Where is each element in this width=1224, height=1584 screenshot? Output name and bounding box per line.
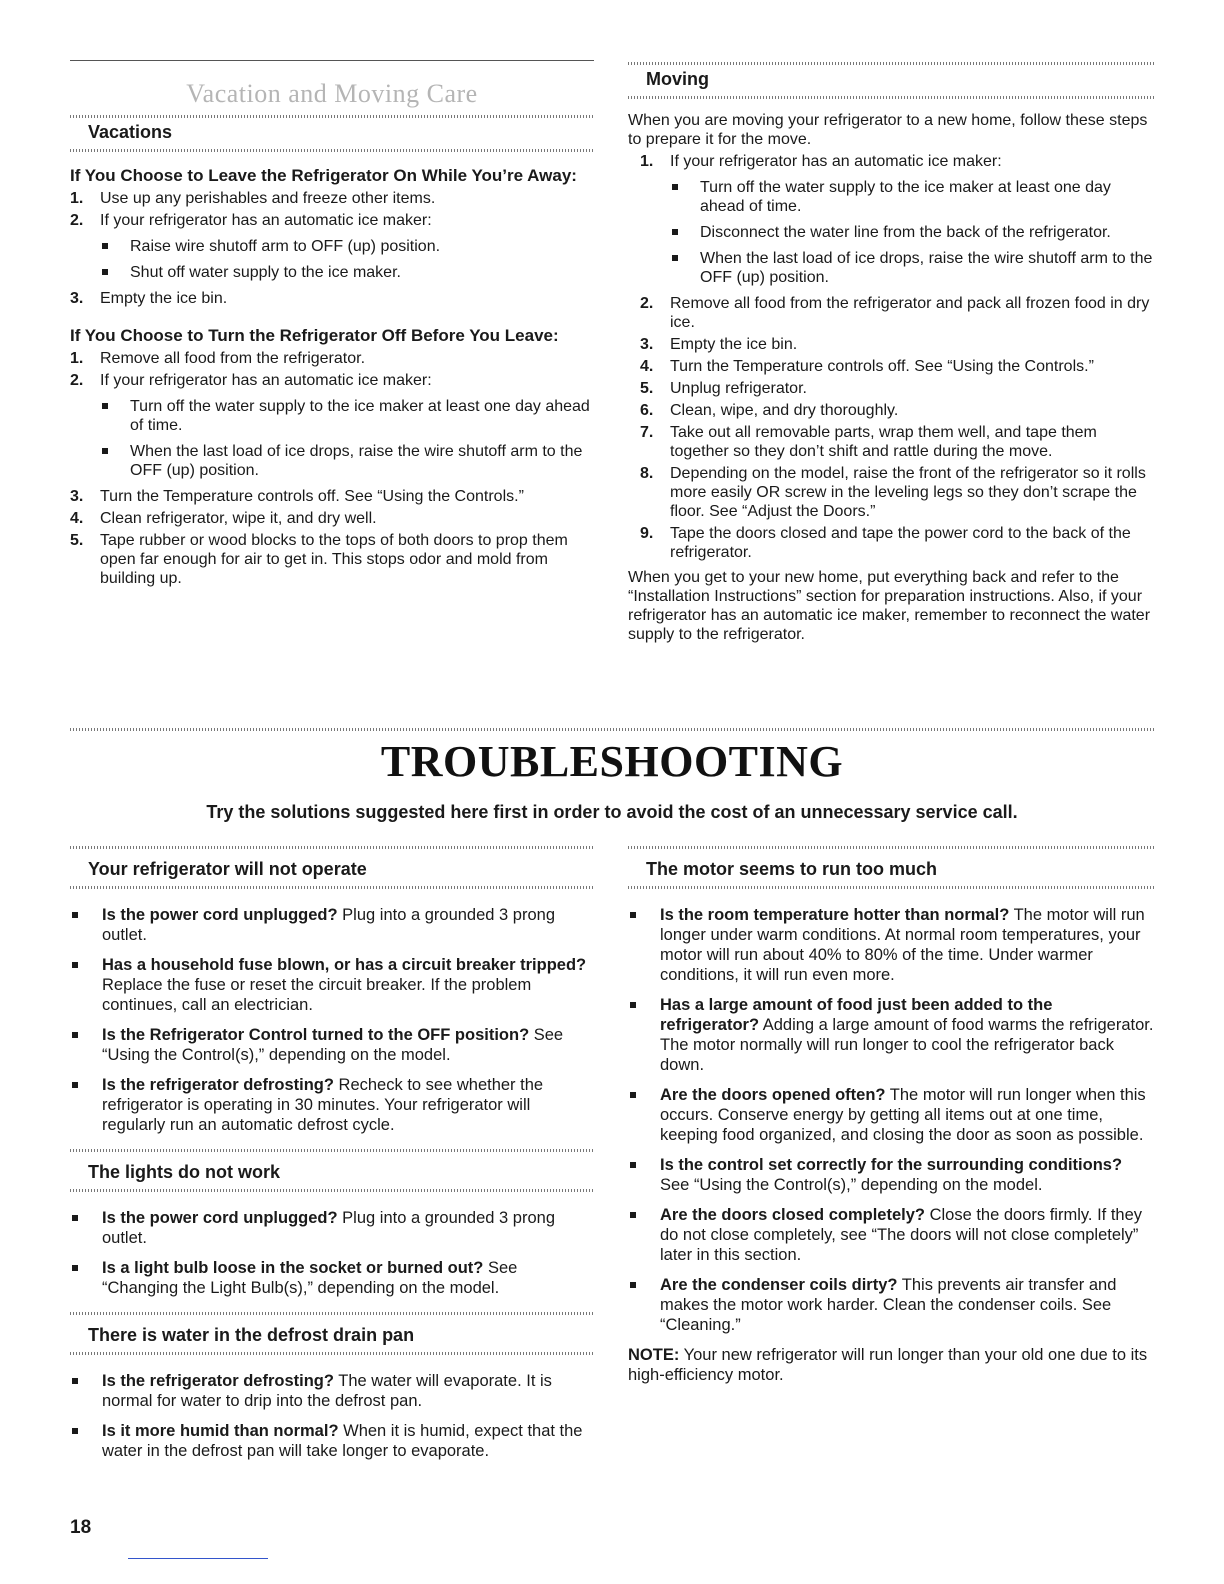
lights-heading: The lights do not work (88, 1162, 280, 1182)
bullet-text: Shut off water supply to the ice maker. (130, 264, 401, 281)
question: Is the refrigerator defrosting? (102, 1076, 334, 1094)
answer: See “Changing the Light Bulb(s),” depending on the model. (102, 1259, 518, 1297)
step-number: 6. (640, 402, 654, 419)
bullet-icon (102, 403, 108, 409)
motor-list (628, 905, 1154, 1335)
list-item (70, 487, 594, 506)
sub-bullets (100, 397, 594, 480)
step-text: Depending on the model, raise the front of the refrigerator so it rolls more easily OR screw in the leveling legs so they don’t scrape the floor. See “Adjust the Doors.” (670, 465, 1146, 520)
bullet-icon (72, 1032, 78, 1038)
bullet-text: Turn off the water supply to the ice maker at least one day ahead of time. (130, 398, 590, 434)
answer: Recheck to see whether the refrigerator is operating in 30 minutes. Your refrigerator will regularly run an automatic defrost cycle. (102, 1076, 544, 1134)
question: Is the control set correctly for the surrounding conditions? (660, 1156, 1123, 1174)
bullet-text: Raise wire shutoff arm to OFF (up) position. (130, 238, 441, 255)
turn-off-steps (70, 349, 594, 588)
question: Is the room temperature hotter than normal? (660, 906, 1010, 924)
question: Is the Refrigerator Control turned to the OFF position? (102, 1026, 530, 1044)
water-pan-list (70, 1371, 594, 1461)
sub-bullets (670, 178, 1154, 287)
bullet-icon (102, 243, 108, 249)
divider (70, 728, 1154, 731)
answer: See “Using the Control(s),” depending on the model. (660, 1176, 1043, 1194)
bullet-text: When the last load of ice drops, raise the wire shutoff arm to the OFF (up) position. (700, 250, 1153, 286)
leave-on-steps (70, 189, 594, 308)
list-item (70, 289, 594, 308)
step-number: 3. (640, 336, 654, 353)
step-number: 1. (70, 350, 84, 367)
bullet-icon (630, 1002, 636, 1008)
step-text: Tape the doors closed and tape the power cord to the back of the refrigerator. (670, 525, 1131, 561)
answer: Plug into a grounded 3 prong outlet. (102, 906, 556, 944)
list-item (70, 371, 594, 480)
list-item (70, 1075, 594, 1135)
vacations-heading: Vacations (88, 122, 173, 142)
list-item (640, 423, 1154, 461)
not-operate-heading: Your refrigerator will not operate (88, 859, 367, 879)
step-text: Remove all food from the refrigerator. (100, 350, 366, 367)
step-text: If your refrigerator has an automatic ice maker: (100, 372, 432, 389)
list-item (70, 509, 594, 528)
note-text: Your new refrigerator will run longer than your old one due to its high-efficiency motor. (628, 1346, 1148, 1384)
list-item (100, 263, 594, 282)
question: Has a household fuse blown, or has a circuit breaker tripped? (102, 956, 587, 974)
answer: Plug into a grounded 3 prong outlet. (102, 1209, 556, 1247)
not-operate-list (70, 905, 594, 1135)
step-number: 8. (640, 465, 654, 482)
step-text: Tape rubber or wood blocks to the tops of both doors to prop them open far enough for air to get in. This stops odor and mold from building up. (100, 532, 568, 587)
motor-heading: The motor seems to run too much (646, 859, 938, 879)
divider (70, 1189, 594, 1192)
bullet-text: When the last load of ice drops, raise the wire shutoff arm to the OFF (up) position. (130, 443, 583, 479)
bullet-icon (72, 1378, 78, 1384)
bullet-icon (102, 448, 108, 454)
lights-list (70, 1208, 594, 1298)
list-item (628, 1085, 1154, 1145)
step-number: 1. (640, 153, 654, 170)
step-number: 1. (70, 190, 84, 207)
step-text: Unplug refrigerator. (670, 380, 807, 397)
step-text: Remove all food from the refrigerator and pack all frozen food in dry ice. (670, 295, 1150, 331)
question: Is the refrigerator defrosting? (102, 1372, 334, 1390)
moving-heading: Moving (646, 69, 709, 89)
list-item (640, 335, 1154, 354)
step-text: Clean, wipe, and dry thoroughly. (670, 402, 899, 419)
water-pan-heading: There is water in the defrost drain pan (88, 1325, 415, 1345)
list-item (70, 1371, 594, 1411)
bullet-icon (72, 962, 78, 968)
bullet-text: Disconnect the water line from the back of the refrigerator. (700, 224, 1111, 241)
divider (628, 886, 1154, 889)
list-item (640, 152, 1154, 287)
step-number: 5. (70, 532, 84, 549)
divider (628, 96, 1154, 99)
leave-on-heading: If You Choose to Leave the Refrigerator On While You’re Away: (70, 166, 577, 185)
list-item (640, 524, 1154, 562)
answer: This prevents air transfer and makes the motor work harder. Clean the condenser coils. See “Cleaning.” (660, 1276, 1117, 1334)
answer: Adding a large amount of food warms the refrigerator. The motor normally will run longer to cool the refrigerator back down. (660, 1016, 1154, 1074)
step-text: Empty the ice bin. (100, 290, 228, 307)
moving-intro: When you are moving your refrigerator to a new home, follow these steps to prepare it for the move. (628, 112, 1148, 148)
list-item (640, 401, 1154, 420)
bullet-icon (72, 1428, 78, 1434)
step-text: Turn the Temperature controls off. See “Using the Controls.” (100, 488, 524, 505)
list-item (628, 1205, 1154, 1265)
note-label: NOTE: (628, 1346, 680, 1364)
divider (70, 886, 594, 889)
troubleshooting-subtitle: Try the solutions suggested here first in order to avoid the cost of an unnecessary service call. (206, 802, 1018, 822)
question: Is a light bulb loose in the socket or burned out? (102, 1259, 484, 1277)
sub-bullets (100, 237, 594, 282)
step-text: Empty the ice bin. (670, 336, 798, 353)
bullet-icon (630, 912, 636, 918)
list-item (70, 1258, 594, 1298)
question: Has a large amount of food just been added to the refrigerator? (660, 996, 1053, 1034)
answer: The motor will run longer when this occurs. Conserve energy by getting all items out at one time, keeping food organized, and closing the door as soon as possible. (660, 1086, 1146, 1144)
section-rule (70, 60, 594, 61)
bullet-icon (672, 255, 678, 261)
bullet-icon (72, 1265, 78, 1271)
question: Are the condenser coils dirty? (660, 1276, 898, 1294)
question: Is the power cord unplugged? (102, 906, 338, 924)
bullet-icon (630, 1092, 636, 1098)
step-number: 2. (70, 212, 84, 229)
step-text: Turn the Temperature controls off. See “Using the Controls.” (670, 358, 1094, 375)
question: Is the power cord unplugged? (102, 1209, 338, 1227)
list-item (70, 905, 594, 945)
bullet-icon (72, 1215, 78, 1221)
list-item (628, 1275, 1154, 1335)
list-item (628, 1155, 1154, 1195)
bullet-icon (672, 229, 678, 235)
step-text: If your refrigerator has an automatic ice maker: (100, 212, 432, 229)
list-item (70, 1025, 594, 1065)
step-number: 5. (640, 380, 654, 397)
list-item (670, 223, 1154, 242)
list-item (100, 442, 594, 480)
step-number: 7. (640, 424, 654, 441)
list-item (70, 349, 594, 368)
motor-note (628, 1345, 1154, 1385)
step-text: If your refrigerator has an automatic ice maker: (670, 153, 1002, 170)
step-number: 2. (640, 295, 654, 312)
bullet-icon (630, 1212, 636, 1218)
question: Is it more humid than normal? (102, 1422, 339, 1440)
troubleshooting-title: TROUBLESHOOTING (380, 737, 844, 786)
step-text: Clean refrigerator, wipe it, and dry well. (100, 510, 377, 527)
list-item (670, 249, 1154, 287)
list-item (640, 357, 1154, 376)
list-item (100, 397, 594, 435)
footer-line (128, 1558, 268, 1559)
troubleshooting-left (70, 846, 594, 1471)
bullet-icon (72, 1082, 78, 1088)
moving-closing: When you get to your new home, put everything back and refer to the “Installation Instructions” section for preparation instructions. Also, if your refrigerator has an automatic ice maker, remember to reconnect the water supply to the refrigerator. (628, 569, 1151, 643)
list-item (100, 237, 594, 256)
list-item (70, 1421, 594, 1461)
answer: Replace the fuse or reset the circuit breaker. If the problem continues, call an electrician. (102, 976, 532, 1014)
bullet-icon (72, 912, 78, 918)
answer: Close the doors firmly. If they do not close completely, see “The doors will not close completely” later in this section. (660, 1206, 1143, 1264)
bullet-text: Turn off the water supply to the ice maker at least one day ahead of time. (700, 179, 1111, 215)
answer: When it is humid, expect that the water in the defrost pan will take longer to evaporate. (102, 1422, 583, 1460)
list-item (70, 1208, 594, 1248)
list-item (670, 178, 1154, 216)
question: Are the doors closed completely? (660, 1206, 925, 1224)
list-item (70, 211, 594, 282)
step-text: Take out all removable parts, wrap them well, and tape them together so they don’t shift and rattle during the move. (670, 424, 1097, 460)
page-number: 18 (70, 1517, 92, 1538)
bullet-icon (630, 1282, 636, 1288)
vacation-care-title: Vacation and Moving Care (186, 79, 478, 108)
moving-section (628, 62, 1154, 644)
list-item (70, 955, 594, 1015)
bullet-icon (672, 184, 678, 190)
answer: The water will evaporate. It is normal for water to drip into the defrost pan. (102, 1372, 552, 1410)
list-item (70, 531, 594, 588)
step-number: 4. (70, 510, 84, 527)
step-number: 9. (640, 525, 654, 542)
step-text: Use up any perishables and freeze other items. (100, 190, 436, 207)
bullet-icon (630, 1162, 636, 1168)
step-number: 2. (70, 372, 84, 389)
divider (70, 1352, 594, 1355)
step-number: 3. (70, 488, 84, 505)
list-item (640, 294, 1154, 332)
moving-steps (640, 152, 1154, 562)
question: Are the doors opened often? (660, 1086, 886, 1104)
vacation-section (70, 60, 594, 591)
troubleshooting-right (628, 846, 1154, 1385)
answer: The motor will run longer under warm conditions. At normal room temperatures, your motor will run about 40% to 80% of the time. Under warmer conditions, it will run even more. (660, 906, 1145, 984)
list-item (640, 379, 1154, 398)
answer: See “Using the Control(s),” depending on the model. (102, 1026, 564, 1064)
list-item (640, 464, 1154, 521)
list-item (70, 189, 594, 208)
step-number: 4. (640, 358, 654, 375)
divider (70, 149, 594, 152)
turn-off-heading: If You Choose to Turn the Refrigerator Off Before You Leave: (70, 326, 559, 345)
list-item (628, 995, 1154, 1075)
list-item (628, 905, 1154, 985)
step-number: 3. (70, 290, 84, 307)
bullet-icon (102, 269, 108, 275)
